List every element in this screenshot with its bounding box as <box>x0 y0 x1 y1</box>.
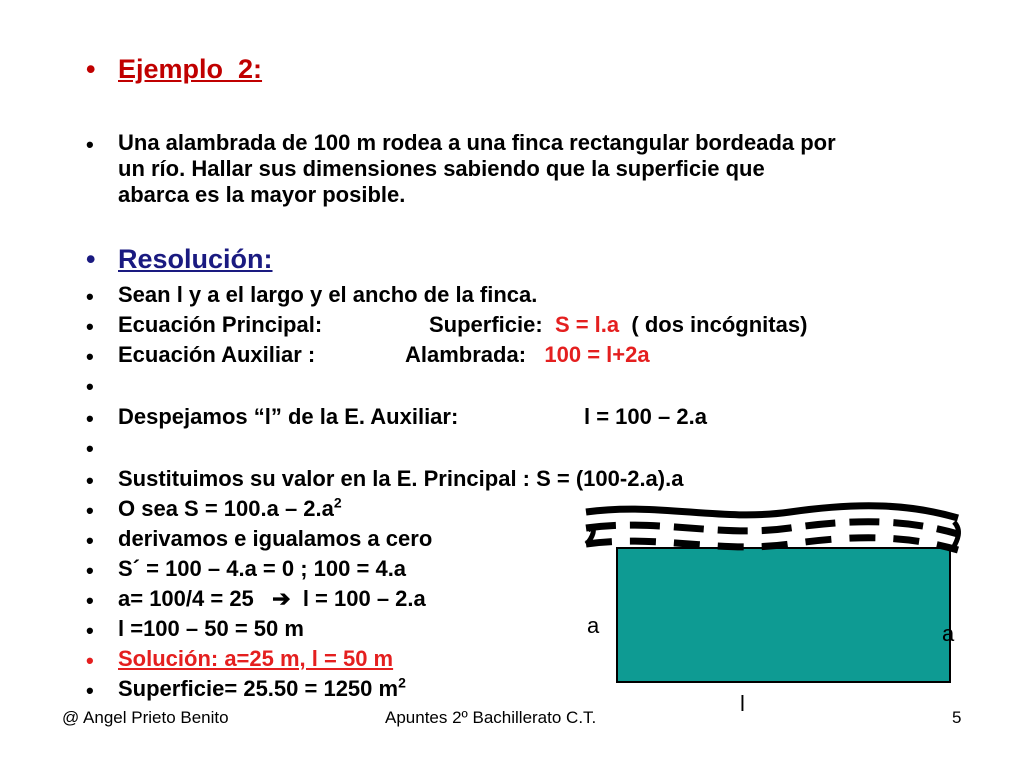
problem-line-3: abarca es la mayor posible. <box>118 182 406 207</box>
left-side-label: a <box>587 613 600 638</box>
footer-author: @ Angel Prieto Benito <box>62 708 229 727</box>
line-8: S´ = 100 – 4.a = 0 ; 100 = 4.a <box>118 556 407 581</box>
principal-label: Ecuación Principal: <box>118 312 323 337</box>
auxiliar-label: Ecuación Auxiliar : <box>118 342 316 367</box>
field-diagram <box>570 500 970 720</box>
bullet: • <box>86 678 94 703</box>
o-sea-text: O sea S = 100.a – 2.a <box>118 496 334 521</box>
problem-line-2: un río. Hallar sus dimensiones sabiendo que la superficie que <box>118 156 765 181</box>
a-value: a= 100/4 = 25 <box>118 586 254 611</box>
auxiliar-equation: 100 = l+2a <box>544 342 650 367</box>
exponent: 2 <box>398 674 406 691</box>
line-12 <box>118 676 406 702</box>
bullet: • <box>86 558 94 583</box>
bullet: • <box>86 468 94 493</box>
bullet: • <box>86 648 94 673</box>
bullet: • <box>86 244 96 274</box>
line-3 <box>118 342 650 368</box>
l-formula: l = 100 – 2.a <box>302 586 426 611</box>
line-1: Sean l y a el largo y el ancho de la finca. <box>118 282 538 307</box>
line-4 <box>118 404 707 430</box>
line-5: Sustituimos su valor en la E. Principal : S = (100-2.a).a <box>118 466 684 491</box>
field-rectangle <box>617 548 950 682</box>
incognitas-note: ( dos incógnitas) <box>631 312 808 337</box>
solution-line: Solución: a=25 m, l = 50 m <box>118 646 394 671</box>
bullet: • <box>86 588 94 613</box>
principal-equation: S = l.a <box>554 312 620 337</box>
bullet: • <box>86 132 94 157</box>
line-2 <box>118 312 807 338</box>
bullet: • <box>86 314 94 339</box>
problem-line-1: Una alambrada de 100 m rodea a una finca rectangular bordeada por <box>118 130 836 155</box>
alambrada-label: Alambrada: <box>405 342 527 367</box>
bullet: • <box>86 284 94 309</box>
bullet: • <box>86 406 94 431</box>
despeje-equation: l = 100 – 2.a <box>584 404 707 429</box>
bullet: • <box>86 498 94 523</box>
page-number: 5 <box>952 708 962 727</box>
exponent: 2 <box>333 494 342 511</box>
bullet: • <box>86 344 94 369</box>
bullet: • <box>86 54 96 84</box>
line-6 <box>118 496 342 522</box>
footer-course: Apuntes 2º Bachillerato C.T. <box>385 708 597 727</box>
despejamos-text: Despejamos “l” de la E. Auxiliar: <box>118 404 459 429</box>
river-icon <box>586 506 958 550</box>
bottom-side-label: l <box>740 691 745 716</box>
arrow-icon: ➔ <box>272 586 291 611</box>
bullet: • <box>86 528 94 553</box>
bullet: • <box>86 618 94 643</box>
superficie-result: Superficie= 25.50 = 1250 m <box>118 676 399 701</box>
superficie-label: Superficie: <box>429 312 543 337</box>
example-title: Ejemplo_2: <box>118 54 263 84</box>
line-7: derivamos e igualamos a cero <box>118 526 433 551</box>
bullet: • <box>86 374 94 399</box>
bullet: • <box>86 436 94 461</box>
line-10: l =100 – 50 = 50 m <box>118 616 304 641</box>
line-9 <box>118 586 426 612</box>
resolution-title: Resolución: <box>118 244 273 274</box>
right-side-label: a <box>942 621 955 646</box>
